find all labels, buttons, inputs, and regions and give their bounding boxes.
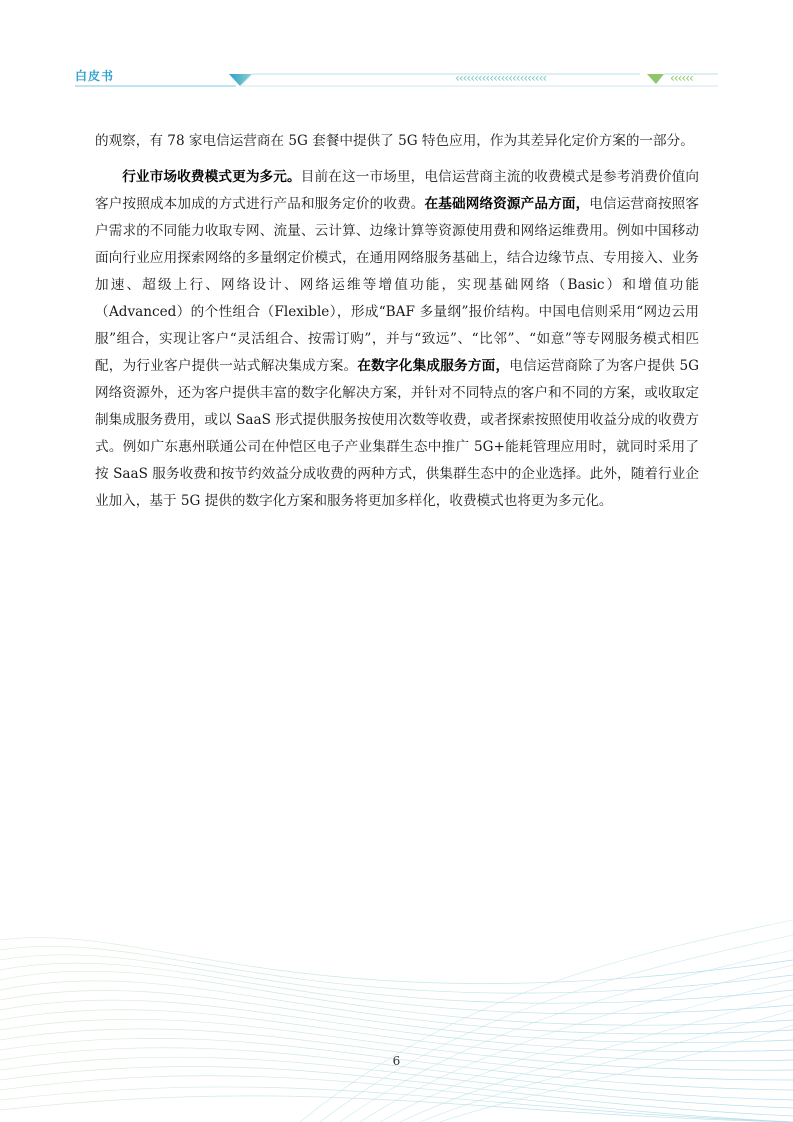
header-chevrons-left: ‹‹‹‹‹‹‹‹‹‹‹‹‹‹‹‹‹‹‹‹‹‹‹‹ — [455, 71, 547, 85]
text-run: 的观察，有 78 家电信运营商在 5G 套餐中提供了 5G 特色应用，作为其差异化定价方案的一部分。 — [95, 133, 694, 149]
text-run: 目前在这一市场里，电信运营商主流的收费模式是参考消费价值向客户按照成本加成的方式进行产品和服务定价的收费。 — [95, 169, 700, 212]
header-decoration — [0, 0, 793, 100]
header-chevrons-right: ‹‹‹‹‹‹ — [670, 71, 693, 85]
bold-heading-run: 在数字化集成服务方面， — [357, 358, 510, 374]
header-triangle-right — [647, 74, 664, 84]
page-number: 6 — [392, 1054, 401, 1068]
decorative-wave-background — [0, 880, 793, 1122]
text-run: 电信运营商按照客户需求的不同能力收取专网、流量、云计算、边缘计算等资源使用费和网络运维费用。例如中国移动面向行业应用探索网络的多量纲定价模式，在通用网络服务基础上，结合边缘节点、专用接入、业务加速、超级上行、网络设计、网络运维等增值功能，实现基础网络（Basic）和增值功能（Advanced）的个性组合（Flexible），形成“BAF 多量纲”报价结构。中国电信则采用“网边云用服”组合，实现让客户“灵活组合、按需订购”，并与“致远”、“比邻”、“如意”等专网服务模式相匹配，为行业客户提供一站式解决集成方案。 — [95, 196, 700, 374]
header-triangle-left — [229, 74, 252, 86]
page-header — [0, 0, 793, 100]
bold-heading-run: 在基础网络资源产品方面， — [424, 196, 590, 212]
text-run: 电信运营商除了为客户提供 5G 网络资源外，还为客户提供丰富的数字化解决方案，并针对不同特点的客户和不同的方案，或收取定制集成服务费用，或以 SaaS 形式提供服务按使用次数等收费，或者探索按照使用收益分成的收费方式。例如广东惠州联通公司在仲恺区电子产业集群生态中推广 5G+能耗管理应用时，就同时采用了按 SaaS 服务收费和按节约效益分成收费的两种方式，供集群生态中的企业选择。此外，随着行业企业加入，基于 5G 提供的数字化方案和服务将更加多样化，收费模式也将更为多元化。 — [95, 358, 700, 509]
document-body — [95, 128, 699, 515]
header-label: 白皮书 — [75, 69, 115, 83]
bold-heading-run: 行业市场收费模式更为多元。 — [122, 169, 301, 185]
paragraph-1 — [95, 128, 699, 155]
paragraph-2 — [95, 164, 699, 515]
